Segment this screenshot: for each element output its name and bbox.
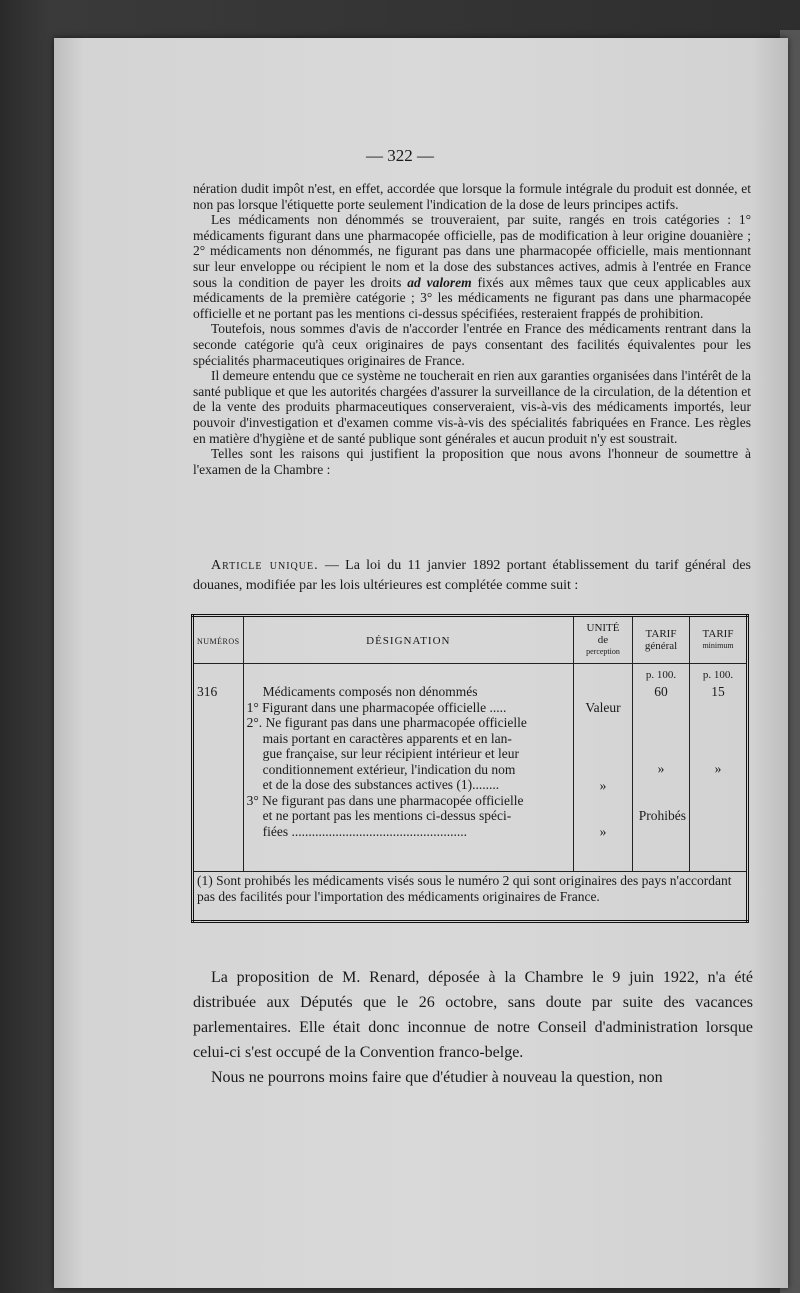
col-designation — [243, 616, 573, 664]
article-label: Article unique. — [211, 558, 319, 573]
cell-unite — [574, 664, 633, 872]
paragraph-4: Il demeure entendu que ce système ne toucherait en rien aux garanties organisées dans l'intérêt de la santé publique et que les autorités chargées d'assurer la surveillance de la circulation, de la détention et de la vente des produits pharmaceutiques conserveraient, vis-à-vis des médicaments importés, leur pouvoir d'investigation et d'examen comme vis-à-vis des spécialités fabriquées en France. Les règles en matière d'hygiène et de santé publique sont générales et aucun produit n'y est soustrait. — [193, 368, 751, 446]
footnote-row — [193, 872, 748, 922]
unite-ditto-3: » — [599, 824, 607, 839]
tarif-minimum-ditto: » — [714, 761, 722, 776]
header-unite: UNITÉ — [586, 622, 620, 634]
page-number: — 322 — — [366, 146, 434, 165]
table-header-row — [193, 616, 748, 664]
line-4: mais portant en caractères apparents et en lan- — [262, 730, 512, 746]
paragraph-2-end: fixés aux mêmes taux que ceux applicables aux médicaments de la première catégorie ; 3° les médicaments ne figurant pas dans une pharmacopée officielle et ne portant pas les mentions ci-dessus spécifiées, resteraient frappés de prohibition. — [193, 274, 752, 321]
unite-valeur: Valeur — [585, 700, 621, 715]
ad-valorem: ad valorem — [407, 274, 472, 290]
lower-text — [193, 965, 753, 1090]
line-5: gue française, sur leur récipient intérieur et leur — [262, 746, 519, 761]
col-tarif-minimum — [690, 616, 748, 664]
prohibes-label: Prohibés — [638, 807, 686, 823]
tarif-general-1: 60 — [654, 683, 668, 699]
p100-minimum: p. 100. — [702, 669, 734, 681]
col-unite — [574, 616, 633, 664]
lower-paragraph-1: La proposition de M. Renard, déposée à la Chambre le 9 juin 1922, n'a été distribuée aux Députés que le 26 octobre, sans doute par suite des vacances parlementaires. Elle était donc inconnue de notre Conseil d'administration lorsque celui-ci s'est occupé de la Convention franco-belge. — [193, 969, 753, 1061]
paragraph-3: Toutefois, nous sommes d'avis de n'accorder l'entrée en France des médicaments rentrant dans la seconde catégorie qu'à ceux originaires de pays consentant des facilités équivalentes pour les spécialités pharmaceutiques originaires de France. — [193, 321, 751, 368]
header-designation: DÉSIGNATION — [366, 635, 451, 647]
upper-text — [193, 181, 751, 477]
line-3: 2°. Ne figurant pas dans une pharmacopée officielle — [246, 715, 527, 730]
tarif-minimum-1: 15 — [711, 683, 725, 699]
paragraph-5: Telles sont les raisons qui justifient la proposition que nous avons l'honneur de soumettre à l'examen de la Chambre : — [193, 446, 751, 477]
footnote: (1) Sont prohibés les médicaments visés sous le numéro 2 qui sont originaires des pays n'accordant pas des facilités pour l'importation des médicaments originaires de France. — [193, 872, 748, 922]
lower-paragraph-2: Nous ne pourrons moins faire que d'étudier à nouveau la question, non — [211, 1069, 663, 1086]
paragraph-1: nération dudit impôt n'est, en effet, accordée que lorsque la formule intégrale du produit est donnée, et non pas lorsque l'étiquette porte seulement l'indication de la dose de leurs principes actifs. — [193, 181, 751, 212]
paragraph-2-start: Les médicaments non dénommés se trouveraient, par suite, rangés en trois catégories : 1° médicaments figurant dans une pharmacopée officielle, pas de modification à leur origine douanière ; 2° médicaments non dénommés, ne figurant pas dans une pharmacopée officielle, mais mentionnant sur leur enveloppe ou récipient le nom et la dose des substances actives, admis à l'entrée en France sous la condition de payer les droits — [193, 212, 751, 290]
header-tarif-general: TARIF — [645, 628, 677, 640]
article-unique — [193, 556, 751, 596]
article-text: — La loi du 11 janvier 1892 portant établissement du tarif général des douanes, modifiée par les lois ultérieures est complétée comme suit : — [193, 558, 751, 593]
line-8: 3° Ne figurant pas dans une pharmacopée officielle — [246, 792, 524, 808]
line-7: et de la dose des substances actives (1)........ — [262, 777, 500, 792]
line-10: fiées .................................................... — [262, 823, 467, 839]
header-tarif-minimum: TARIF — [702, 628, 734, 640]
cell-numero: 316 — [193, 664, 244, 872]
line-9: et ne portant pas les mentions ci-dessus spéci- — [262, 808, 512, 823]
cell-tarif-minimum — [690, 664, 748, 872]
paragraph-2 — [193, 212, 751, 321]
tariff-table — [191, 614, 749, 923]
line-2: 1° Figurant dans une pharmacopée officielle ..... — [246, 699, 507, 715]
cell-tarif-general — [633, 664, 690, 872]
header-minimum: minimum — [702, 641, 734, 650]
line-1: Médicaments composés non dénommés — [262, 684, 478, 699]
table-row — [193, 664, 748, 872]
col-tarif-general — [633, 616, 690, 664]
col-numeros — [193, 616, 244, 664]
tarif-general-ditto: » — [657, 761, 665, 776]
unite-ditto-2: » — [599, 777, 607, 793]
line-6: conditionnement extérieur, l'indication du nom — [262, 761, 516, 777]
header-unite-de: de — [597, 634, 609, 646]
cell-designation — [243, 664, 573, 872]
header-general: général — [644, 640, 678, 652]
header-numeros: NUMÉROS — [197, 637, 240, 646]
p100-general: p. 100. — [645, 669, 677, 681]
header-perception: perception — [586, 647, 620, 656]
